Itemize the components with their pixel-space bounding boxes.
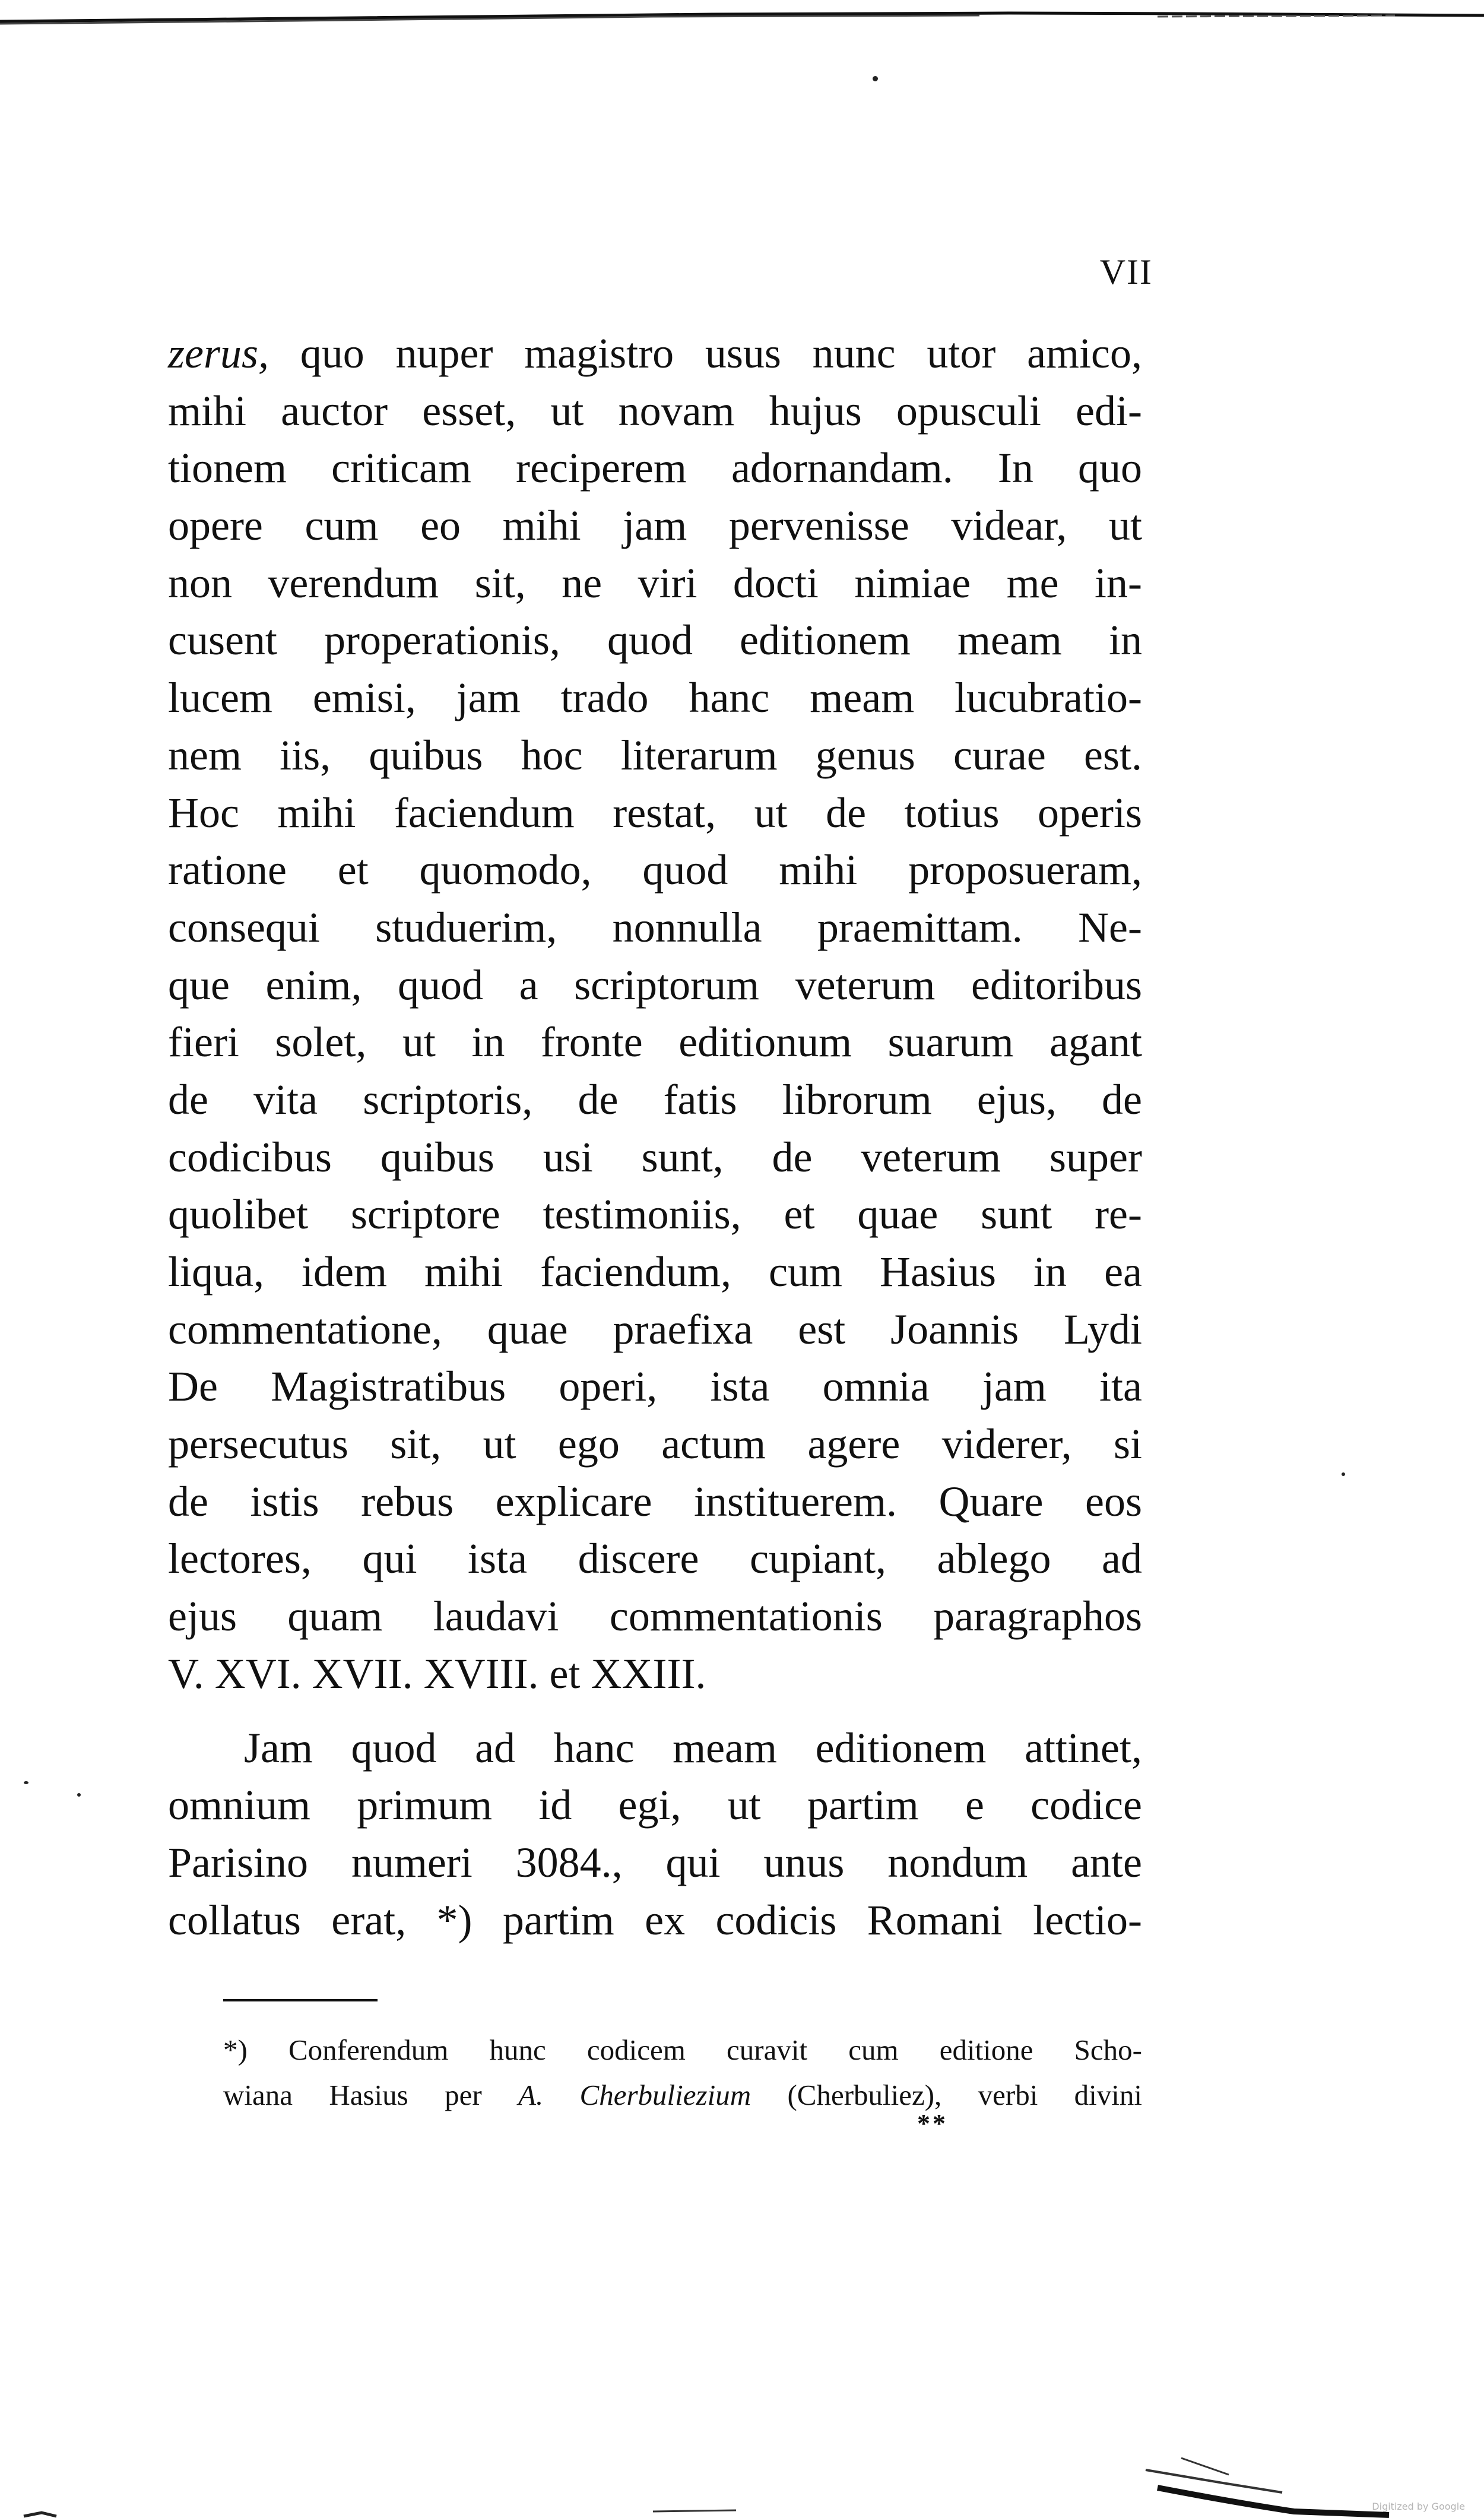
scan-speck [77,1793,81,1797]
text-line: Hoc mihi faciendum restat, ut de totius operis [168,788,1142,837]
text-line: de istis rebus explicare instituerem. Quare eos [168,1477,1142,1525]
text-line: fieri solet, ut in fronte editionum suarum agant [168,1018,1142,1066]
text-line: V. XVI. XVII. XVIII. et XXIII. [168,1649,706,1697]
body-text [168,325,1142,1949]
text-line: non verendum sit, ne viri docti nimiae me in- [168,559,1142,607]
paragraph-1 [168,325,1142,1703]
text-line: ejus quam laudavi commentationis paragraphos [168,1592,1142,1640]
text-line: opere cum eo mihi jam pervenisse videar, ut [168,502,1142,550]
text-fragment: wiana Hasius per [223,2079,482,2111]
footnote-line: *) Conferendum hunc codicem curavit cum editione Scho- [223,2034,1142,2066]
text-line: cusent properationis, quod editionem meam in [168,616,1142,664]
text-line: nem iis, quibus hoc literarum genus curae est. [168,731,1142,779]
text-line: ratione et quomodo, quod mihi proposueram, [168,846,1142,894]
page-number: VII [1099,252,1153,292]
text-line: codicibus quibus usi sunt, de veterum super [168,1133,1142,1181]
text-line: mihi auctor esset, ut novam hujus opusculi edi- [168,387,1142,435]
footnote-divider [223,1999,378,2001]
paragraph-2 [168,1719,1142,1949]
text-line: omnium primum id egi, ut partim e codice [168,1781,1142,1829]
signature-mark: ** [917,2109,948,2138]
footnote-name: A. Cherbuliezium [518,2079,751,2111]
text-line: Parisino numeri 3084., qui unus nondum ante [168,1838,1142,1886]
text-line: que enim, quod a scriptorum veterum editoribus [168,961,1142,1009]
text-line: de vita scriptoris, de fatis librorum ejus, de [168,1075,1142,1123]
text-line: De Magistratibus operi, ista omnia jam ita [168,1363,1142,1411]
text-line: consequi studuerim, nonnulla praemittam. Ne- [168,903,1142,951]
text-line: persecutus sit, ut ego actum agere viderer, si [168,1420,1142,1468]
digitization-watermark: Digitized by Google [1372,2501,1465,2512]
footnote [223,2028,1142,2118]
text-fragment: zerus, [168,330,269,377]
text-fragment: (Cherbuliez), verbi divini [787,2079,1143,2111]
scan-top-edge [0,8,1484,32]
text-line: lectores, qui ista discere cupiant, ablego ad [168,1535,1142,1583]
text-line: Jam quod ad hanc meam editionem attinet, [244,1724,1142,1772]
text-line: lucem emisi, jam trado hanc meam lucubratio- [168,674,1142,722]
text-line: tionem criticam reciperem adornandam. In quo [168,444,1142,492]
scan-speck [24,1781,28,1784]
text-line: quolibet scriptore testimoniis, et quae sunt re- [168,1190,1142,1239]
text-line: zerus, quo nuper magistro usus nunc utor amico, [168,330,1142,377]
text-line: collatus erat, *) partim ex codicis Romani lectio- [168,1896,1142,1944]
scan-bottom-edge [0,2446,1484,2518]
scan-speck [1342,1472,1345,1476]
footnote-line [223,2073,1142,2118]
text-line: commentatione, quae praefixa est Joannis Lydi [168,1305,1142,1353]
scan-speck [873,76,878,81]
text-line: liqua, idem mihi faciendum, cum Hasius in ea [168,1248,1142,1296]
